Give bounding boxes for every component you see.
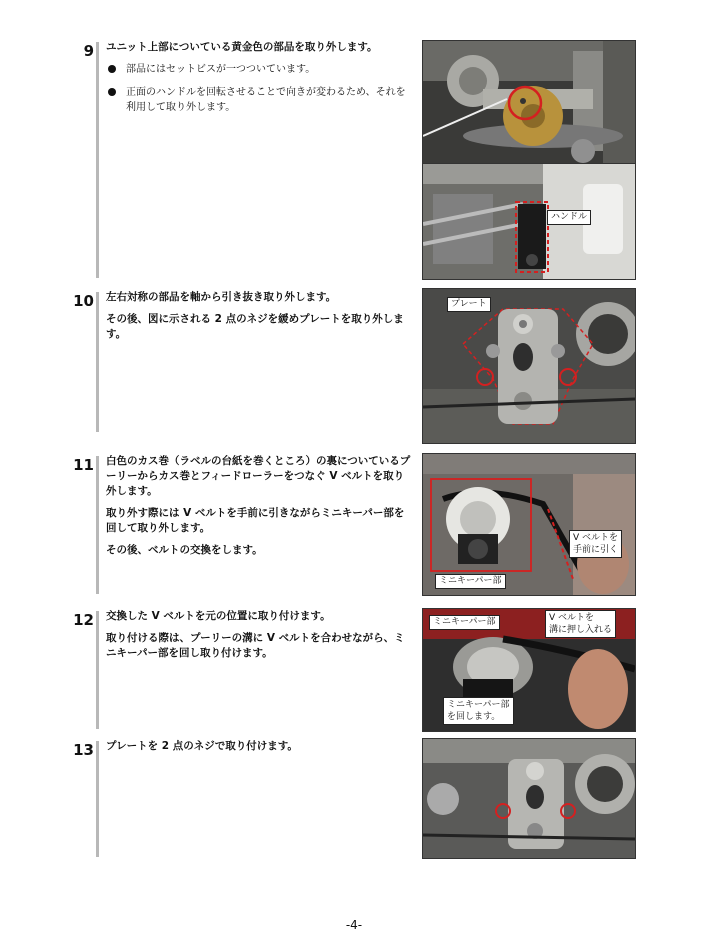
step-divider: [96, 456, 99, 594]
label-vbelt-push: [545, 610, 616, 638]
step-divider: [96, 42, 99, 278]
step-paragraph: 取り付ける際は、プーリーの溝に V ベルトを合わせながら、ミニキーパー部を回し取り付けます。: [106, 632, 405, 659]
step-10-photo: [422, 288, 636, 444]
label-line: 溝に押し入れる: [549, 625, 613, 635]
step-paragraph: 交換した V ベルトを元の位置に取り付けます。: [106, 610, 331, 622]
label-minikeeper: ミニキーパー部: [435, 574, 506, 589]
label-minikeeper: ミニキーパー部: [429, 615, 500, 630]
step-paragraph: プレートを 2 点のネジで取り付けます。: [106, 740, 298, 752]
step-number: 13: [73, 741, 94, 759]
bullet-item: [106, 62, 411, 77]
step-paragraph: 白色のカス巻（ラベルの台紙を巻くところ）の裏についているプーリーからカス巻とフィードローラーをつなぐ V ベルトを取り外します。: [106, 455, 411, 497]
step-number: 10: [73, 292, 94, 310]
step-text: [106, 454, 411, 565]
bullet-item: [106, 85, 411, 115]
bullet-text: 正面のハンドルを回転させることで向きが変わるため、それを利用して取り外します。: [126, 87, 406, 113]
label-plate: プレート: [447, 297, 491, 312]
step-paragraph: その後、ベルトの交換をします。: [106, 544, 263, 556]
step-paragraph: その後、図に示される 2 点のネジを緩めプレートを取り外します。: [106, 313, 404, 340]
step-paragraph: 取り外す際には V ベルトを手前に引きながらミニキーパー部を回して取り外します。: [106, 507, 405, 534]
step-number: 9: [83, 42, 94, 60]
step-title: ユニット上部についている黄金色の部品を取り外します。: [106, 41, 378, 53]
step-divider: [96, 611, 99, 729]
label-line: を回します。: [447, 712, 501, 722]
step-12-photo: [422, 608, 636, 732]
step-number: 12: [73, 611, 94, 629]
step-text: [106, 739, 411, 761]
page-number: -4-: [345, 918, 363, 932]
bullet-icon: [108, 65, 116, 73]
step-text: [106, 40, 411, 123]
step-text: [106, 290, 411, 349]
label-line: ミニキーパー部: [447, 700, 510, 710]
step-9-photo-bottom: [422, 163, 636, 280]
label-line: V ベルトを: [573, 533, 619, 543]
bullet-icon: [108, 88, 116, 96]
step-text: [106, 609, 411, 668]
step-paragraph: 左右対称の部品を軸から引き抜き取り外します。: [106, 291, 337, 303]
bullet-text: 部品にはセットビスが一つついています。: [126, 64, 316, 75]
label-line: 手前に引く: [573, 545, 619, 555]
label-handle: ハンドル: [547, 210, 591, 225]
label-vbelt-pull: [569, 530, 622, 558]
step-divider: [96, 292, 99, 432]
step-11-photo: [422, 453, 636, 596]
label-line: V ベルトを: [549, 613, 595, 623]
label-rotate: [443, 697, 514, 725]
step-9-photo-top: [422, 40, 636, 164]
step-number: 11: [73, 456, 94, 474]
step-13-photo: [422, 738, 636, 859]
step-divider: [96, 741, 99, 857]
